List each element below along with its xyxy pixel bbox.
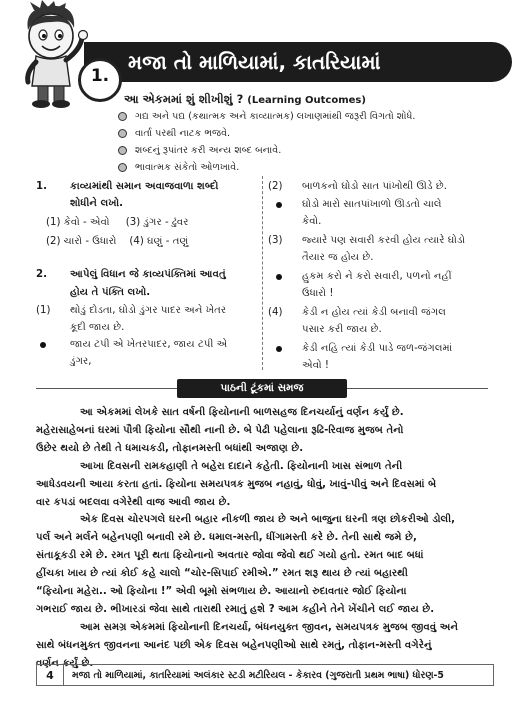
footer-text: મજા તો માળિયામાં, કાતરિયામાં અલંકાર સ્ટડી મટીરિયલ - કેકારવ (ગુજરાતી પ્રથમ ભાષા) ધોરણ-5 [72, 669, 444, 681]
list-item: વાર્તા પરથી નાટક ભજવે. [118, 125, 415, 142]
bullet-circle-icon [118, 112, 127, 121]
answer-text: એવો ! [302, 360, 329, 371]
item-text: તૈયાર જ હોય છે. [302, 252, 374, 263]
bullet-circle-icon [118, 163, 127, 172]
answer-text: કેવો. [302, 216, 322, 227]
word-pairs-row: (2) ચારો - ઉધારો (4) ઘણું - તણું [46, 236, 189, 247]
item-text: કેડી ન હોય ત્યાં કેડી બનાવી જંગલ [302, 307, 446, 318]
list-item: ગદ્ય અને પદ્ય (કથાત્મક અને કાવ્યાત્મક) લખાણમાંથી જરૂરી વિગતો શોધે. [118, 108, 415, 125]
answer-text: જાય ટપી એ ખેતરપાદર, જાય ટપી એ [70, 339, 228, 350]
answer-text: ડુંગર, [70, 356, 92, 367]
summary-line: પર્લ અને મર્લને બહેનપણી બનાવી રમે છે. ધમાલ-મસ્તી, ધીંગામસ્તી કરે છે. તેની સાથે જમે છે, [36, 532, 417, 544]
summary-line: મહેરાસાહેબનાં ઘરમાં પૌત્રી ફિયોના સૌથી નાની છે. બે પેઢી પહેલાના રૂઢિ-રિવાજ મુજબ તેનો [36, 424, 404, 436]
question-text: શોધીને લખો. [70, 198, 124, 209]
summary-line: સાથે બંધનમુક્ત જીવનના આનંદ પછી એક દિવસ બહેનપણીઓ સાથે રમતું, તોફાન-મસ્તી વગેરેનું [36, 639, 432, 651]
column-divider [262, 176, 264, 370]
summary-line: વાર કપડાં બદલવા વગેરેથી વાજ આવી જાય છે. [36, 496, 231, 508]
bullet-icon [276, 202, 282, 208]
item-number: (2) [268, 181, 283, 192]
bullet-icon [276, 346, 282, 352]
learning-outcomes-list [118, 108, 415, 176]
bullet-circle-icon [118, 129, 127, 138]
item-number: (1) [36, 305, 51, 316]
unit-number: 1. [90, 66, 110, 86]
item-number: (3) [268, 235, 283, 246]
learning-outcomes-title-en: (Learning Outcomes) [247, 95, 366, 106]
question-text: કાવ્યમાંથી સમાન અવાજવાળા શબ્દો [70, 181, 219, 192]
answer-text: ઘોડો મારો સાતપાંખાળો ઊડતો ચાલે [302, 199, 442, 210]
learning-outcomes-title-gu: આ એકમમાં શું શીખીશું ? [124, 92, 244, 106]
summary-line: “ફિયોના મહેરા.. ઓ ફિયોના !” એવી બૂમો સંભળાય છે. આયાનો રુદાવતાર જોઈ ફિયોના [36, 586, 407, 598]
question-text: હોય તે પંક્તિ લખો. [70, 287, 151, 298]
question-number: 1. [36, 181, 47, 192]
summary-line: આધેડવયની આયા કરતા હતાં. ફિયોના સમયપત્રક મુજબ નહાવું, ધોવું, ખાવું-પીવું અને દિવસમાં બે [36, 478, 437, 490]
answer-text: હુકમ કરો ને કરો સવારી, પળનો નહીં [302, 271, 452, 282]
item-text: બાળકનો ઘોડો સાત પાંખોથી ઊડે છે. [302, 181, 447, 192]
left-column [36, 178, 258, 378]
summary-line: ઉછેર થયો છે તેથી તે ધમાચકડી, તોફાનમસ્તી બધાંથી અજાણ છે. [36, 442, 304, 454]
word-pairs-row: (1) કેવો - એવો (3) ડુંગર - ઢુંવર [46, 217, 189, 228]
summary-line: ગભરાઈ જાય છે. ભીખારડાં જેવા સાથે તારાથી રમાતું હશે ? આમ કહીને તેને ખેંચીને લઈ જાય છે. [36, 603, 435, 615]
question-number: 2. [36, 269, 47, 280]
item-text: જ્યારે પણ સવારી કરવી હોય ત્યારે ઘોડો [302, 235, 466, 246]
list-item: શબ્દનું રૂપાંતર કરી અન્ય શબ્દ બનાવે. [118, 142, 415, 159]
page-footer [36, 664, 494, 686]
question-text: આપેલું વિધાન જે કાવ્યપંક્તિમાં આવતું [70, 269, 226, 280]
chapter-title: મજા તો માળિયામાં, કાતરિયામાં [128, 50, 381, 74]
summary-line: સંતાકૂકડી રમે છે. રમત પૂરી થતા ફિયોનાનો અવતાર જોવા જેવો થઈ ગયો હતો. રમત બાદ બધાં [36, 550, 424, 562]
summary-line: આખા દિવસની રામકહાણી તે બહેરા દાદાને કહેતી. ફિયોનાની ખાસ સંભાળ તેની [80, 460, 403, 472]
learning-outcomes-title [124, 92, 366, 107]
item-number: (4) [268, 307, 283, 318]
page-number: 4 [37, 665, 64, 685]
summary-body [36, 404, 492, 673]
bullet-icon [276, 274, 282, 280]
bullet-icon [40, 342, 46, 348]
summary-heading: પાઠની ટૂંકમાં સમજ [177, 379, 347, 398]
bullet-circle-icon [118, 146, 127, 155]
summary-line: વર્ણન કર્યું છે. [36, 657, 94, 669]
summary-line: હીંચકા ખાય છે ત્યાં કોઈ કહે ચાલો “ચોર-સિપાઈ રમીએ.” રમત શરૂ થાય છે ત્યાં બહારથી [36, 568, 408, 580]
right-column [268, 178, 490, 378]
summary-line: એક દિવસ ચોરપગલે ઘરની બહાર નીકળી જાય છે અને બાજુના ઘરની ત્રણ છોકરીઓ ડોલી, [80, 514, 456, 526]
list-item: ભાવાત્મક સંકેતો ઓળખાવે. [118, 159, 415, 176]
item-text: કૂદી જાય છે. [70, 322, 125, 333]
answer-text: કેડી નહિ ત્યાં કેડી પાડે જળ-જંગલમાં [302, 343, 453, 354]
item-text: પસાર કરી જાય છે. [302, 324, 382, 335]
summary-line: આ એકમમાં લેખકે સાત વર્ષની ફિયોનાની બાળસહજ દિનચર્યાનું વર્ણન કર્યું છે. [80, 407, 404, 418]
summary-line: આમ સમગ્ર એકમમાં ફિયોનાની દિનચર્યા, બંધનયુક્ત જીવન, સમયપત્રક મુજબ જીવવું અને [80, 621, 459, 633]
answer-text: ઉધારો ! [302, 288, 334, 299]
item-text: થોડું દોડતા, ઘોડો ડુંગર પાદર અને ખેતર [70, 305, 227, 316]
